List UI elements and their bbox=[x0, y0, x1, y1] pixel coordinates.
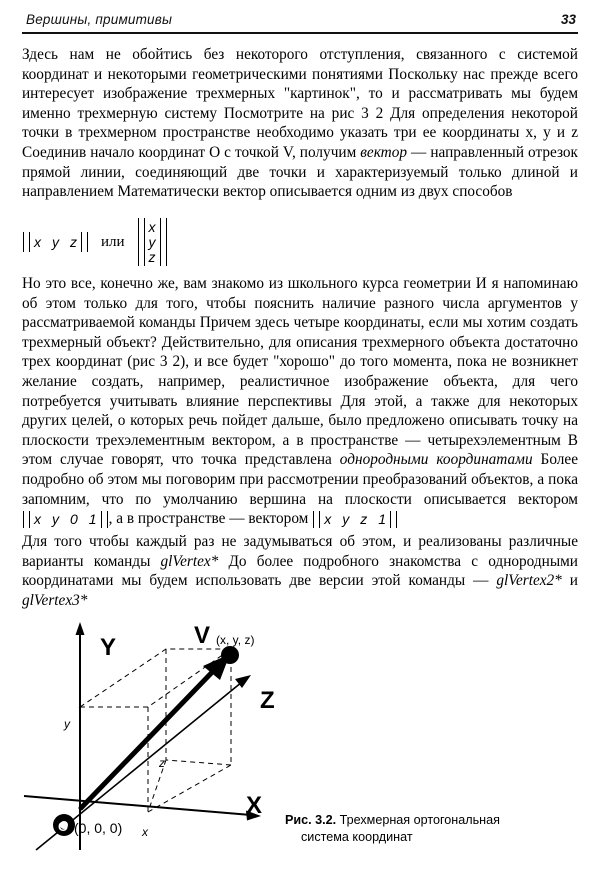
column-vector-notation bbox=[137, 218, 168, 266]
paragraph-3-text-a: Для того чтобы каждый раз не задумываться об этом, и реализованы различные варианты команды bbox=[22, 533, 578, 570]
formula-connector: или bbox=[101, 233, 125, 250]
axis-y-label: Y bbox=[100, 634, 117, 661]
column-vector-components bbox=[147, 219, 158, 266]
point-v-marker bbox=[221, 646, 239, 664]
axis-z-label: Z bbox=[260, 687, 275, 714]
plane-vector-bar-right bbox=[101, 511, 108, 528]
vector-bar-left bbox=[23, 232, 30, 252]
component-x: x bbox=[148, 218, 156, 235]
command-glvertex3: glVertex3* bbox=[22, 591, 88, 609]
term-vector: вектор bbox=[360, 143, 408, 161]
column-vector-bar-left bbox=[138, 218, 145, 266]
row-vector-components bbox=[32, 233, 79, 251]
component-x: x bbox=[34, 234, 41, 250]
component-one: 1 bbox=[88, 510, 97, 527]
plane-vector-components bbox=[32, 509, 99, 531]
plane-vector-bar-left bbox=[23, 511, 30, 528]
term-homogeneous-coordinates: однородными координатами bbox=[339, 451, 533, 469]
component-z: z bbox=[360, 510, 368, 527]
space-vector-bar-right bbox=[390, 511, 397, 528]
caption-number: Рис. 3.2. bbox=[285, 813, 337, 827]
paragraph-3 bbox=[22, 532, 578, 610]
component-y: y bbox=[342, 510, 350, 527]
command-glvertex2: glVertex2* bbox=[496, 572, 562, 590]
origin-label: O bbox=[58, 819, 69, 834]
caption-line-1: Трехмерная ортогональная bbox=[336, 813, 500, 827]
space-vector-bar-left bbox=[313, 511, 320, 528]
component-z: z bbox=[148, 248, 156, 265]
coordinate-system-diagram bbox=[18, 600, 308, 855]
paragraph-3-text-c: и bbox=[561, 572, 578, 590]
figure-caption bbox=[285, 812, 585, 845]
coord-y-label: y bbox=[64, 717, 70, 731]
component-y: y bbox=[148, 233, 156, 250]
paragraph-2-text-a: Но это все, конечно же, вам знакомо из школьного курса геометрии И я напоминаю об этом только для того, чтобы пояснить наличие разного числа аргументов у рассматриваемой команды Причем здесь четыре координаты, если мы хотим создать трехмерный объект? Действительно, для описания трехмерного объекта достаточно трех координат (рис 3 2), и все будет "хорошо" до того момента, пока не возникнет желание создать, например, реалистичное изображение объекта, для чего потребуется учитывать влияние перспективы Для этой, а также для некоторых других целей, о которых речь пойдет дальше, было предложено описывать точку на плоскости трехэлементным вектором, а в пространстве — четырехэлементным В этом случае говорят, что точка представлена bbox=[22, 275, 578, 469]
column-vector-bar-right bbox=[160, 218, 167, 266]
vector-bar-right bbox=[81, 232, 88, 252]
origin-coords-label: (0, 0, 0) bbox=[74, 820, 123, 836]
component-one: 1 bbox=[378, 510, 386, 527]
point-v-label: V bbox=[194, 622, 211, 649]
paragraph-block-1 bbox=[22, 45, 578, 202]
space-vector-components bbox=[322, 509, 388, 531]
coord-x-label: x bbox=[142, 825, 148, 839]
paragraph-2-text-b: Более подробно об этом мы поговорим при рассмотрении преобразований объектов, а пока запомним, что по умолчанию вершина на плоскости описывается вектором bbox=[22, 451, 578, 508]
caption-line-2: система координат bbox=[301, 829, 413, 844]
component-y: y bbox=[52, 234, 59, 250]
paragraph-block-2 bbox=[22, 274, 578, 529]
component-x: x bbox=[324, 510, 332, 527]
coord-z-label: z bbox=[159, 756, 165, 770]
point-v-coords: (x, y, z) bbox=[216, 633, 255, 647]
header-divider bbox=[22, 32, 578, 34]
paragraph-2 bbox=[22, 274, 578, 529]
paragraph-1 bbox=[22, 45, 578, 202]
axis-y-arrowhead bbox=[76, 622, 85, 635]
figure-3-2 bbox=[18, 600, 308, 855]
component-x: x bbox=[34, 510, 41, 527]
page-number: 33 bbox=[560, 12, 576, 27]
plane-vector-notation bbox=[22, 511, 109, 528]
paragraph-1-text-b: — направленный отрезок прямой линии, соединяющий две точки и характеризуемый только длиной и направлением Математически вектор описывается одним из двух способов bbox=[22, 143, 578, 201]
formula-vector-forms bbox=[22, 218, 168, 266]
axis-x-label: X bbox=[246, 792, 263, 819]
component-y: y bbox=[52, 510, 59, 527]
component-z: z bbox=[70, 234, 77, 250]
paragraph-1-text-a: Здесь нам не обойтись без некоторого отступления, связанного с системой координат и некоторыми геометрическими понятиями Поскольку нас прежде всего интересует изображение трехмерных "картинок", то и рассматривать мы будем именно трехмерную систему Посмотрите на рис 3 2 Для определения некоторой точки в трехмерном пространстве необходимо указать три ее координаты x, y и z Соединив начало координат О с точкой V, получим bbox=[22, 46, 578, 161]
component-zero: 0 bbox=[70, 510, 78, 527]
header-chapter-title: Вершины, примитивы bbox=[26, 12, 173, 27]
paragraph-3-text-b: До более подробного знакомства с однородными координатами мы будем использовать две версии этой команды — bbox=[22, 552, 578, 590]
paragraph-block-3 bbox=[22, 532, 578, 610]
space-vector-notation bbox=[312, 511, 398, 528]
paragraph-2-text-c: , а в пространстве — вектором bbox=[108, 510, 313, 528]
row-vector-notation bbox=[22, 232, 89, 252]
running-head bbox=[22, 12, 578, 36]
vector-ov bbox=[81, 654, 230, 808]
command-glvertex: glVertex* bbox=[160, 552, 219, 570]
